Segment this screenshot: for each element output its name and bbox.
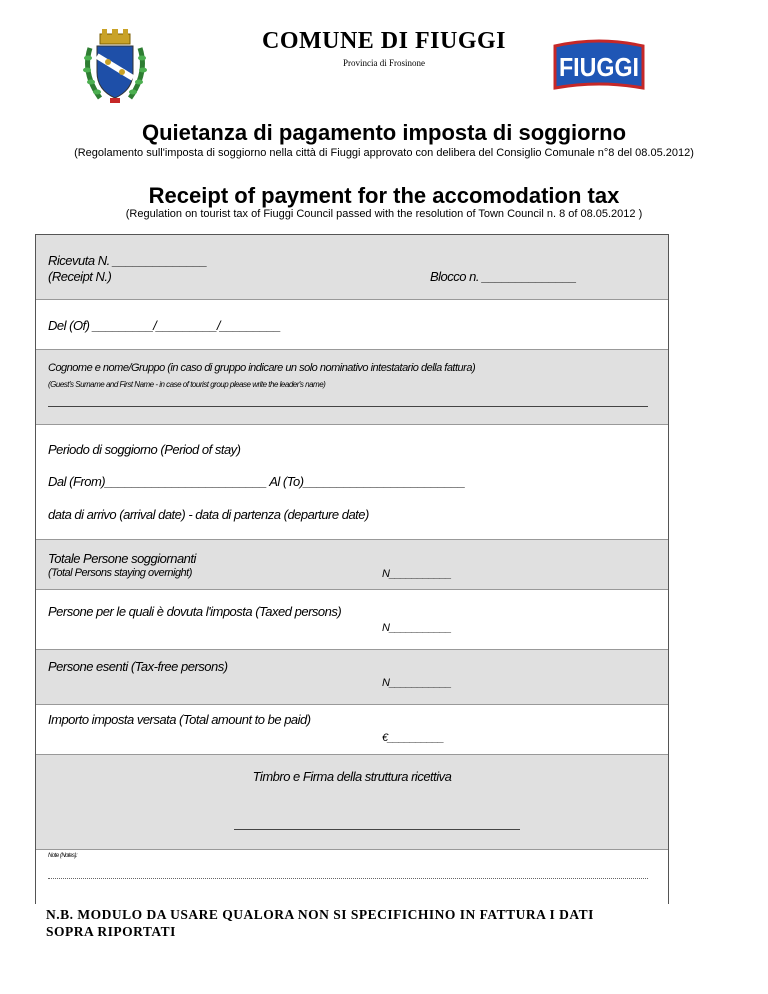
stamp-signature-section [36, 755, 668, 850]
guest-name-section [36, 350, 668, 425]
taxed-persons-field[interactable]: N___________ [382, 622, 452, 634]
taxed-persons-label: Persone per le quali è dovuta l'imposta (Taxed persons) [48, 604, 342, 619]
provincia-subtitle: Provincia di Frosinone [343, 58, 425, 68]
receipt-form [35, 234, 669, 904]
english-title: Receipt of payment for the accomodation tax [148, 183, 620, 208]
period-of-stay-section [36, 425, 668, 540]
signature-line[interactable] [234, 829, 520, 830]
total-persons-field[interactable]: N___________ [382, 568, 452, 580]
receipt-number-label-en: (Receipt N.) [48, 269, 112, 284]
notes-label: Note (Notes): [48, 853, 78, 859]
italian-subtitle: (Regolamento sull'imposta di soggiorno nella città di Fiuggi approvato con delibera del Consiglio Comunale n°8 del 08.05.2012) [74, 147, 694, 159]
total-persons-section [36, 540, 668, 590]
italian-title: Quietanza di pagamento imposta di soggiorno [141, 120, 627, 145]
amount-field[interactable]: €__________ [382, 732, 444, 744]
block-number-field[interactable]: Blocco n. ______________ [430, 269, 577, 284]
guest-name-label: Cognome e nome/Gruppo (in caso di gruppo indicare un solo nominativo intestatario della fattura) [48, 362, 476, 374]
fiuggi-brand-logo [549, 38, 649, 92]
date-field[interactable]: Del (Of) _________/_________/_________ [48, 318, 281, 333]
guest-name-input-line[interactable] [48, 406, 648, 407]
exempt-persons-field[interactable]: N___________ [382, 677, 452, 689]
receipt-number-field[interactable]: Ricevuta N. ______________ [48, 253, 208, 268]
taxed-persons-section [36, 590, 668, 650]
guest-name-label-en: (Guest's Surname and First Name - in case of tourist group please write the leader's name) [48, 380, 326, 389]
english-subtitle: (Regulation on tourist tax of Fiuggi Council passed with the resolution of Town Council n. 8 of 08.05.2012 ) [125, 208, 643, 220]
nb-line-1: N.B. MODULO DA USARE QUALORA NON SI SPECIFICHINO IN FATTURA I DATI [46, 907, 594, 922]
notes-section [36, 850, 668, 905]
comune-title: COMUNE DI FIUGGI [261, 28, 506, 54]
receipt-number-section [36, 235, 668, 300]
total-persons-label: Totale Persone soggiornanti [48, 551, 196, 566]
period-of-stay-label: Periodo di soggiorno (Period of stay) [48, 442, 241, 457]
exempt-persons-section [36, 650, 668, 705]
dates-note: data di arrivo (arrival date) - data di partenza (departure date) [48, 507, 369, 522]
nb-line-2: SOPRA RIPORTATI [46, 924, 176, 939]
date-section [36, 300, 668, 350]
notes-input-line[interactable] [48, 878, 648, 879]
amount-label: Importo imposta versata (Total amount to be paid) [48, 712, 311, 727]
amount-section [36, 705, 668, 755]
exempt-persons-label: Persone esenti (Tax-free persons) [48, 659, 228, 674]
nb-footer-note [46, 906, 594, 940]
stamp-signature-label: Timbro e Firma della struttura ricettiva [252, 769, 452, 784]
total-persons-label-en: (Total Persons staying overnight) [48, 567, 192, 579]
from-to-fields[interactable]: Dal (From)________________________ Al (To)________________________ [48, 474, 466, 489]
svg-text:FIUGGI: FIUGGI [559, 52, 639, 82]
